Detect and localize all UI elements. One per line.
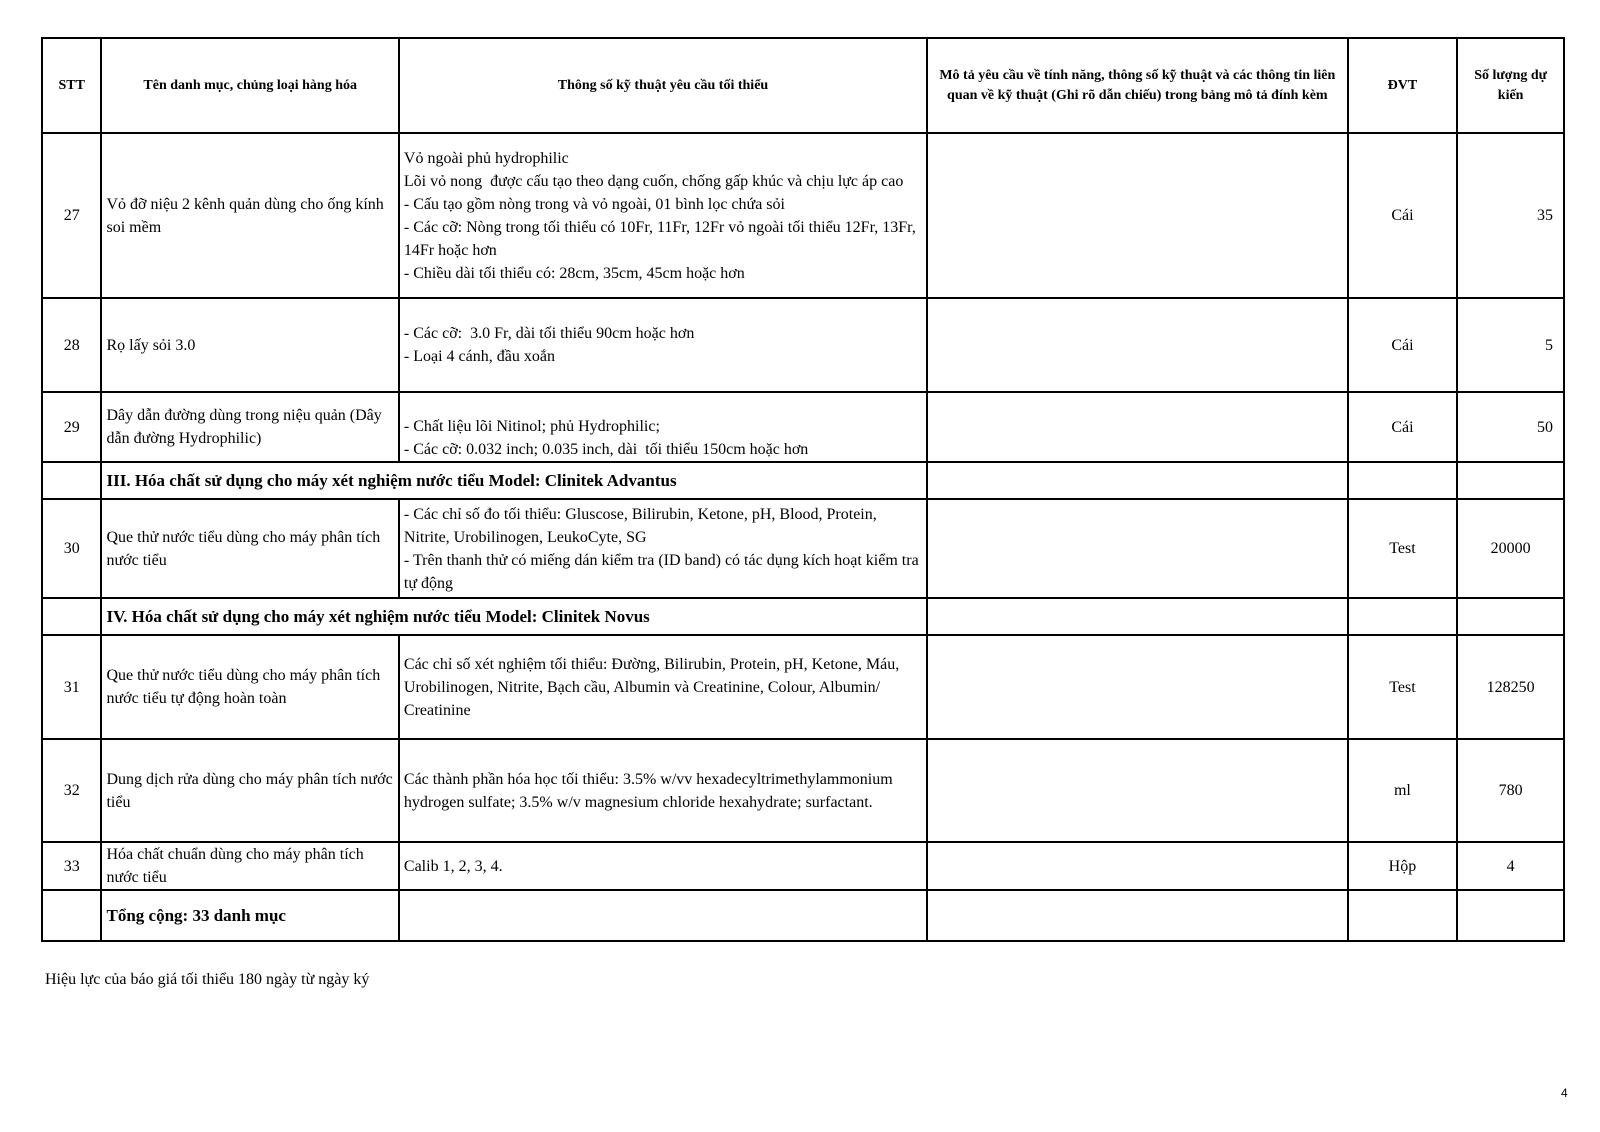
header-qty: Số lượng dự kiến (1457, 38, 1564, 133)
row-qty: 5 (1457, 298, 1564, 392)
goods-table (41, 37, 1565, 942)
validity-note: Hiệu lực của báo giá tối thiểu 180 ngày từ ngày ký (45, 971, 370, 988)
row-unit: Cái (1348, 392, 1458, 462)
row-stt: 27 (42, 133, 101, 298)
table-row (42, 842, 1564, 890)
header-stt: STT (42, 38, 101, 133)
row-unit: Cái (1348, 298, 1458, 392)
row-qty: 780 (1457, 739, 1564, 842)
row-stt: 33 (42, 842, 101, 890)
spec-line: Lõi vỏ nong được cấu tạo theo dạng cuốn, chống gấp khúc và chịu lực áp cao (403, 172, 904, 190)
table-row (42, 133, 1564, 298)
row-spec (399, 133, 927, 298)
spec-line: - Các cỡ: Nòng trong tối thiểu có 10Fr, 11Fr, 12Fr vỏ ngoài tối thiểu 12Fr, 13Fr, 14Fr hoặc hơn (403, 218, 920, 259)
row-desc (927, 739, 1347, 842)
spec-line: Vỏ ngoài phủ hydrophilic (403, 149, 569, 167)
row-qty: 35 (1457, 133, 1564, 298)
header-unit: ĐVT (1348, 38, 1458, 133)
row-name: Vỏ đỡ niệu 2 kênh quản dùng cho ống kính soi mềm (101, 133, 398, 298)
row-unit: Cái (1348, 133, 1458, 298)
row-desc (927, 392, 1347, 462)
spec-line: Các chỉ số xét nghiệm tối thiểu: Đường, Bilirubin, Protein, pH, Ketone, Máu, Urobilinogen, Nitrite, Bạch cầu, Albumin và Creatinine, Colour, Albumin/ Creatinine (403, 655, 904, 719)
row-spec (399, 739, 927, 842)
row-qty: 50 (1457, 392, 1564, 462)
row-stt: 30 (42, 499, 101, 598)
header-name: Tên danh mục, chủng loại hàng hóa (101, 38, 398, 133)
row-stt: 29 (42, 392, 101, 462)
row-name: Que thử nước tiểu dùng cho máy phân tích nước tiểu (101, 499, 398, 598)
row-name: Dây dẫn đường dùng trong niệu quản (Dây dẫn đường Hydrophilic) (101, 392, 398, 462)
row-desc (927, 298, 1347, 392)
total-label: Tổng cộng: 33 danh mục (101, 890, 398, 941)
spec-line: - Loại 4 cánh, đầu xoắn (403, 348, 555, 365)
table-row (42, 298, 1564, 392)
row-qty: 128250 (1457, 635, 1564, 739)
header-spec: Thông số kỹ thuật yêu cầu tối thiểu (399, 38, 927, 133)
row-qty: 4 (1457, 842, 1564, 890)
row-desc (927, 635, 1347, 739)
table-row (42, 739, 1564, 842)
row-desc (927, 133, 1347, 298)
spec-line: - Các cỡ: 0.032 inch; 0.035 inch, dài tối thiểu 150cm hoặc hơn (403, 441, 809, 458)
row-desc (927, 842, 1347, 890)
row-name: Que thử nước tiểu dùng cho máy phân tích nước tiểu tự động hoàn toàn (101, 635, 398, 739)
row-unit: ml (1348, 739, 1458, 842)
row-desc (927, 499, 1347, 598)
row-unit: Test (1348, 499, 1458, 598)
section-row (42, 598, 1564, 635)
page-number: 4 (1561, 1086, 1568, 1100)
row-name: Rọ lấy sỏi 3.0 (101, 298, 398, 392)
row-spec (399, 635, 927, 739)
row-stt: 32 (42, 739, 101, 842)
table-row (42, 499, 1564, 598)
spec-line: Calib 1, 2, 3, 4. (403, 857, 503, 875)
header-desc: Mô tả yêu cầu về tính năng, thông số kỹ thuật và các thông tin liên quan về kỹ thuật (Ghi rõ dẫn chiếu) trong bảng mô tả đính kèm (927, 38, 1347, 133)
row-name: Hóa chất chuẩn dùng cho máy phân tích nước tiểu (101, 842, 398, 890)
section-title: IV. Hóa chất sử dụng cho máy xét nghiệm nước tiểu Model: Clinitek Novus (101, 598, 927, 635)
row-qty: 20000 (1457, 499, 1564, 598)
section-title: III. Hóa chất sử dụng cho máy xét nghiệm nước tiểu Model: Clinitek Advantus (101, 462, 927, 499)
row-name: Dung dịch rửa dùng cho máy phân tích nước tiểu (101, 739, 398, 842)
spec-line: Các thành phần hóa học tối thiểu: 3.5% w/vv hexadecyltrimethylammonium hydrogen sulfate; 3.5% w/v magnesium chloride hexahydrate; surfactant. (403, 770, 897, 811)
row-spec (399, 842, 927, 890)
row-spec (399, 298, 927, 392)
section-row (42, 462, 1564, 499)
row-spec (399, 499, 927, 598)
row-stt: 28 (42, 298, 101, 392)
row-spec (399, 392, 927, 462)
spec-line: - Trên thanh thử có miếng dán kiểm tra (ID band) có tác dụng kích hoạt kiểm tra tự động (403, 551, 923, 592)
row-stt: 31 (42, 635, 101, 739)
spec-line: - Các chỉ số đo tối thiểu: Gluscose, Bilirubin, Ketone, pH, Blood, Protein, Nitrite, Urobilinogen, LeukoCyte, SG (403, 505, 881, 546)
spec-line: - Cấu tạo gồm nòng trong và vỏ ngoài, 01 bình lọc chứa sỏi (403, 195, 785, 213)
row-unit: Hộp (1348, 842, 1458, 890)
row-unit: Test (1348, 635, 1458, 739)
table-row (42, 392, 1564, 462)
table-header-row (42, 38, 1564, 133)
table-row (42, 635, 1564, 739)
spec-line: - Chiều dài tối thiểu có: 28cm, 35cm, 45cm hoặc hơn (403, 264, 745, 282)
spec-line: - Các cỡ: 3.0 Fr, dài tối thiểu 90cm hoặc hơn (403, 325, 695, 342)
spec-line: - Chất liệu lõi Nitinol; phủ Hydrophilic; (403, 418, 660, 435)
total-row (42, 890, 1564, 941)
